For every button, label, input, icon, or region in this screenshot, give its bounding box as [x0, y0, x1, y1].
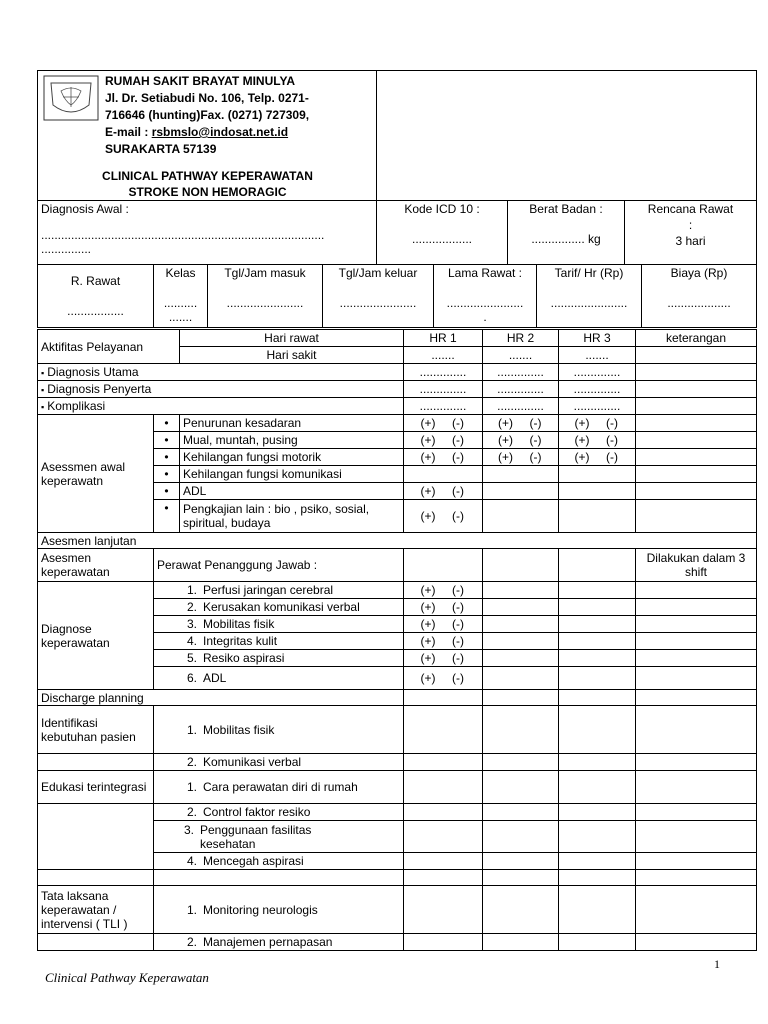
empty-cell	[483, 483, 559, 500]
needs-identification-label: Identifikasi kebutuhan pasien	[38, 706, 154, 754]
hospital-email-line	[105, 124, 309, 141]
notes-cell	[636, 415, 757, 432]
table-row	[38, 870, 757, 886]
notes-cell	[636, 706, 757, 754]
email-label: E-mail :	[105, 125, 152, 139]
plan-value: 3 hari	[675, 234, 706, 248]
minus-mark: (-)	[452, 671, 464, 685]
minus-mark: (-)	[452, 634, 464, 648]
hospital-logo	[43, 75, 99, 121]
item-number: 1.	[186, 722, 197, 737]
complication-notes	[636, 398, 757, 415]
empty-cell	[559, 633, 636, 650]
dx-other-cell	[38, 381, 404, 398]
item-number: 2.	[186, 600, 197, 614]
document-title-line-2: STROKE NON HEMORAGIC	[128, 185, 287, 199]
class-label: Kelas	[165, 266, 196, 280]
table-row	[38, 582, 757, 599]
icd-cell	[377, 201, 508, 265]
bullet-icon: •	[154, 432, 180, 449]
item-number: 2.	[186, 755, 197, 769]
diagnosis-item: Resiko aspirasi	[203, 651, 285, 665]
icd-dots: ..................	[411, 232, 472, 246]
notes-cell	[636, 690, 757, 706]
empty-cell	[404, 771, 483, 804]
notes-cell	[636, 853, 757, 870]
plan-colon: :	[688, 218, 693, 232]
table-row	[38, 690, 757, 706]
bullet-icon: •	[154, 466, 180, 483]
item-number: 3.	[183, 822, 194, 837]
header-table	[37, 70, 757, 201]
minus-mark: (-)	[606, 416, 618, 430]
empty-cell	[404, 870, 483, 886]
document-title-line-1: CLINICAL PATHWAY KEPERAWATAN	[102, 169, 313, 183]
empty-cell	[559, 599, 636, 616]
plan-cell	[625, 201, 757, 265]
sick-day-header: Hari sakit	[180, 347, 404, 364]
plus-mark: (+)	[574, 433, 590, 447]
care-day-header: Hari rawat	[180, 330, 404, 347]
item-number: 2.	[186, 935, 197, 949]
education-item: Control faktor resiko	[203, 805, 311, 819]
table-row	[38, 886, 757, 934]
notes-cell	[636, 449, 757, 466]
plus-mark: (+)	[498, 433, 513, 447]
hospital-header-cell	[38, 71, 377, 201]
empty-cell	[559, 466, 636, 483]
empty-cell	[483, 466, 559, 483]
admission-info-table	[37, 264, 757, 328]
empty-cell	[483, 754, 559, 771]
management-item: Monitoring neurologis	[203, 902, 318, 917]
empty-cell	[559, 667, 636, 690]
class-dots-1: ..........	[163, 296, 198, 310]
plus-mark: (+)	[498, 450, 513, 464]
empty-cell	[483, 650, 559, 667]
notes-cell	[636, 582, 757, 599]
header-blank-cell	[377, 71, 757, 201]
empty-cell	[38, 804, 154, 870]
weight-label: Berat Badan :	[529, 202, 603, 216]
empty-cell	[559, 934, 636, 951]
diagnosis-item: ADL	[203, 671, 227, 685]
plus-mark: (+)	[420, 450, 436, 464]
sick-day-hr2: .......	[483, 347, 559, 364]
weight-dots: ................ kg	[531, 232, 601, 246]
notes-header: keterangan	[636, 330, 757, 347]
length-of-stay-dot: .	[483, 310, 487, 324]
tariff-cell	[537, 265, 642, 328]
diagnosis-dots-1: .....................................................................................	[41, 228, 325, 242]
care-plan-table	[37, 329, 757, 951]
notes-cell	[636, 870, 757, 886]
dx-main-hr2: ..............	[483, 364, 559, 381]
diagnosis-item: Perfusi jaringan cerebral	[203, 583, 334, 597]
dx-other-hr2: ..............	[483, 381, 559, 398]
class-cell	[154, 265, 208, 328]
nurse-in-charge-label: Perawat Penanggung Jawab :	[154, 549, 404, 582]
empty-cell	[559, 886, 636, 934]
empty-cell	[483, 690, 559, 706]
plus-mark: (+)	[420, 617, 436, 631]
plus-mark: (+)	[420, 651, 436, 665]
notes-cell	[636, 616, 757, 633]
notes-cell	[636, 599, 757, 616]
notes-cell	[636, 432, 757, 449]
room-cell	[38, 265, 154, 328]
notes-cell	[636, 500, 757, 533]
dx-main-hr1: ..............	[404, 364, 483, 381]
sick-day-hr1: .......	[404, 347, 483, 364]
hospital-address-line-1: Jl. Dr. Setiabudi No. 106, Telp. 0271-	[105, 91, 309, 105]
table-row	[38, 804, 757, 821]
notes-cell	[636, 466, 757, 483]
needs-item: Komunikasi verbal	[203, 755, 302, 769]
assessment-item: ADL	[180, 483, 404, 500]
minus-mark: (-)	[452, 433, 464, 447]
bullet-icon: •	[154, 415, 180, 432]
notes-cell	[636, 754, 757, 771]
dx-other-hr3: ..............	[559, 381, 636, 398]
icd-label: Kode ICD 10 :	[404, 202, 480, 216]
table-row	[38, 706, 757, 754]
item-number: 6.	[186, 671, 197, 685]
empty-cell	[404, 466, 483, 483]
plus-mark: (+)	[420, 583, 436, 597]
item-number: 2.	[186, 805, 197, 819]
length-of-stay-label: Lama Rawat :	[447, 266, 523, 280]
empty-cell	[559, 754, 636, 771]
management-item: Manajemen pernapasan	[203, 935, 333, 949]
item-number: 3.	[186, 617, 197, 631]
discharge-planning-label: Discharge planning	[38, 690, 404, 706]
item-number: 4.	[186, 634, 197, 648]
assessment-item: Mual, muntah, pusing	[180, 432, 404, 449]
empty-cell	[559, 616, 636, 633]
education-item: Cara perawatan diri di rumah	[203, 780, 358, 794]
diagnosis-cell	[38, 201, 377, 265]
table-row	[38, 364, 757, 381]
hospital-name: RUMAH SAKIT BRAYAT MINULYA	[105, 74, 296, 88]
empty-cell	[483, 771, 559, 804]
notes-cell	[636, 667, 757, 690]
room-label: R. Rawat	[70, 274, 121, 288]
empty-cell	[154, 870, 404, 886]
hospital-address-line-2: 716646 (hunting)Fax. (0271) 727309,	[105, 108, 310, 122]
activity-header: Aktifitas Pelayanan	[38, 330, 180, 364]
empty-cell	[38, 934, 154, 951]
notes-cell	[636, 483, 757, 500]
minus-mark: (-)	[529, 433, 542, 447]
empty-cell	[404, 821, 483, 853]
bullet-icon: •	[154, 449, 180, 466]
empty-cell	[483, 633, 559, 650]
notes-cell	[636, 804, 757, 821]
discharge-date-dots: .......................	[339, 296, 417, 310]
empty-cell	[559, 650, 636, 667]
discharge-date-label: Tgl/Jam keluar	[338, 266, 418, 280]
assessment-item: Kehilangan fungsi motorik	[180, 449, 404, 466]
empty-cell	[559, 821, 636, 853]
notes-cell	[636, 771, 757, 804]
hr2-header: HR 2	[483, 330, 559, 347]
diagnosis-dots-2: ...............	[41, 242, 92, 256]
assessment-item: Kehilangan fungsi komunikasi	[180, 466, 404, 483]
empty-cell	[483, 821, 559, 853]
notes-cell	[636, 650, 757, 667]
table-row	[38, 415, 757, 432]
table-row	[38, 381, 757, 398]
diagnosis-label: Diagnosis Awal :	[41, 202, 129, 216]
cost-cell	[642, 265, 757, 328]
item-number: 5.	[186, 651, 197, 665]
sick-day-notes	[636, 347, 757, 364]
dx-main-hr3: ..............	[559, 364, 636, 381]
empty-cell	[483, 853, 559, 870]
plan-label: Rencana Rawat	[647, 202, 734, 216]
education-item: Penggunaan fasilitas kesehatan	[200, 822, 312, 851]
square-bullet-icon: ▪	[41, 401, 45, 412]
follow-assessment-label: Asesmen lanjutan	[38, 533, 757, 549]
empty-cell	[483, 706, 559, 754]
square-bullet-icon: ▪	[41, 367, 45, 378]
empty-cell	[404, 754, 483, 771]
item-number: 4.	[186, 854, 197, 868]
empty-cell	[483, 886, 559, 934]
class-dots-2: .......	[168, 310, 193, 324]
empty-cell	[483, 804, 559, 821]
minus-mark: (-)	[452, 484, 464, 498]
minus-mark: (-)	[452, 600, 464, 614]
bullet-icon: •	[154, 483, 180, 500]
table-row	[38, 771, 757, 804]
table-row	[38, 398, 757, 415]
plus-mark: (+)	[574, 450, 590, 464]
minus-mark: (-)	[529, 450, 542, 464]
minus-mark: (-)	[452, 450, 464, 464]
discharge-date-cell	[323, 265, 434, 328]
table-row	[38, 934, 757, 951]
plus-mark: (+)	[574, 416, 590, 430]
empty-cell	[483, 616, 559, 633]
dx-main-notes	[636, 364, 757, 381]
minus-mark: (-)	[452, 617, 464, 631]
tariff-dots: .......................	[550, 296, 628, 310]
initial-assessment-label: Asessmen awal keperawatn	[38, 415, 154, 533]
empty-cell	[404, 934, 483, 951]
complication-hr3: ..............	[559, 398, 636, 415]
needs-item: Mobilitas fisik	[203, 722, 275, 737]
diagnosis-item: Mobilitas fisik	[203, 617, 275, 631]
weight-cell	[508, 201, 625, 265]
management-label: Tata laksana keperawatan / intervensi ( TLI )	[38, 886, 154, 934]
page-number: 1	[714, 957, 720, 971]
notes-cell	[636, 886, 757, 934]
empty-cell	[559, 706, 636, 754]
minus-mark: (-)	[452, 583, 464, 597]
document-title	[38, 168, 377, 200]
nursing-diagnosis-label: Diagnose keperawatan	[38, 582, 154, 690]
hospital-address-block	[105, 73, 309, 158]
item-number: 1.	[186, 583, 197, 597]
education-item: Mencegah aspirasi	[203, 854, 304, 868]
empty-cell	[559, 582, 636, 599]
complication-hr1: ..............	[404, 398, 483, 415]
hospital-city: SURAKARTA 57139	[105, 142, 217, 156]
plus-mark: (+)	[420, 416, 436, 430]
empty-cell	[559, 483, 636, 500]
empty-cell	[404, 706, 483, 754]
empty-cell	[483, 500, 559, 533]
empty-cell	[559, 771, 636, 804]
empty-cell	[483, 599, 559, 616]
dx-main-cell	[38, 364, 404, 381]
notes-cell	[636, 821, 757, 853]
empty-cell	[559, 549, 636, 582]
square-bullet-icon: ▪	[41, 384, 45, 395]
cost-dots: ...................	[667, 296, 731, 310]
room-dots: .................	[67, 304, 124, 318]
empty-cell	[483, 667, 559, 690]
plus-mark: (+)	[498, 416, 513, 430]
empty-cell	[559, 690, 636, 706]
empty-cell	[483, 870, 559, 886]
empty-cell	[38, 870, 154, 886]
item-number: 1.	[186, 780, 197, 794]
minus-mark: (-)	[606, 450, 618, 464]
hr1-header: HR 1	[404, 330, 483, 347]
plus-mark: (+)	[420, 671, 436, 685]
diagnosis-item: Integritas kulit	[203, 634, 278, 648]
empty-cell	[483, 934, 559, 951]
hr3-header: HR 3	[559, 330, 636, 347]
nursing-assessment-label: Asesmen keperawatan	[38, 549, 154, 582]
empty-cell	[404, 853, 483, 870]
complication-label: Komplikasi	[47, 398, 106, 413]
empty-cell	[404, 549, 483, 582]
plus-mark: (+)	[420, 600, 436, 614]
length-of-stay-dots: .......................	[446, 296, 524, 310]
assessment-item: Pengkajian lain : bio , psiko, sosial, spiritual, budaya	[180, 500, 404, 533]
minus-mark: (-)	[529, 416, 542, 430]
dx-other-label: Diagnosis Penyerta	[47, 381, 152, 396]
minus-mark: (-)	[452, 651, 464, 665]
table-row	[38, 549, 757, 582]
footer-text: Clinical Pathway Keperawatan	[45, 970, 209, 985]
bullet-icon: •	[154, 500, 180, 533]
minus-mark: (-)	[452, 416, 464, 430]
hospital-seal-icon	[43, 75, 99, 121]
diagnosis-info-table	[37, 200, 757, 265]
empty-cell	[559, 870, 636, 886]
complication-cell	[38, 398, 404, 415]
empty-cell	[404, 690, 483, 706]
diagnosis-item: Kerusakan komunikasi verbal	[203, 600, 360, 614]
hospital-email-link[interactable]: rsbmslo@indosat.net.id	[151, 125, 289, 139]
minus-mark: (-)	[606, 433, 618, 447]
empty-cell	[38, 754, 154, 771]
empty-cell	[404, 804, 483, 821]
dx-other-notes	[636, 381, 757, 398]
table-row	[38, 533, 757, 549]
empty-cell	[404, 886, 483, 934]
table-row	[38, 754, 757, 771]
complication-hr2: ..............	[483, 398, 559, 415]
assessment-item: Penurunan kesadaran	[180, 415, 404, 432]
minus-mark: (-)	[452, 509, 464, 523]
sick-day-hr3: .......	[559, 347, 636, 364]
notes-cell	[636, 934, 757, 951]
cost-label: Biaya (Rp)	[670, 266, 728, 280]
plus-mark: (+)	[420, 509, 436, 523]
education-label: Edukasi terintegrasi	[38, 771, 154, 804]
plus-mark: (+)	[420, 484, 436, 498]
item-number: 1.	[186, 902, 197, 917]
empty-cell	[483, 549, 559, 582]
admission-label: Tgl/Jam masuk	[224, 266, 306, 280]
admission-dots: .......................	[226, 296, 304, 310]
dx-main-label: Diagnosis Utama	[47, 364, 139, 379]
plus-mark: (+)	[420, 433, 436, 447]
empty-cell	[559, 853, 636, 870]
empty-cell	[559, 500, 636, 533]
empty-cell	[483, 582, 559, 599]
admission-cell	[208, 265, 323, 328]
empty-cell	[559, 804, 636, 821]
tariff-label: Tarif/ Hr (Rp)	[554, 266, 624, 280]
length-of-stay-cell	[434, 265, 537, 328]
notes-cell	[636, 633, 757, 650]
plus-mark: (+)	[420, 634, 436, 648]
three-shift-note: Dilakukan dalam 3 shift	[636, 549, 757, 582]
dx-other-hr1: ..............	[404, 381, 483, 398]
